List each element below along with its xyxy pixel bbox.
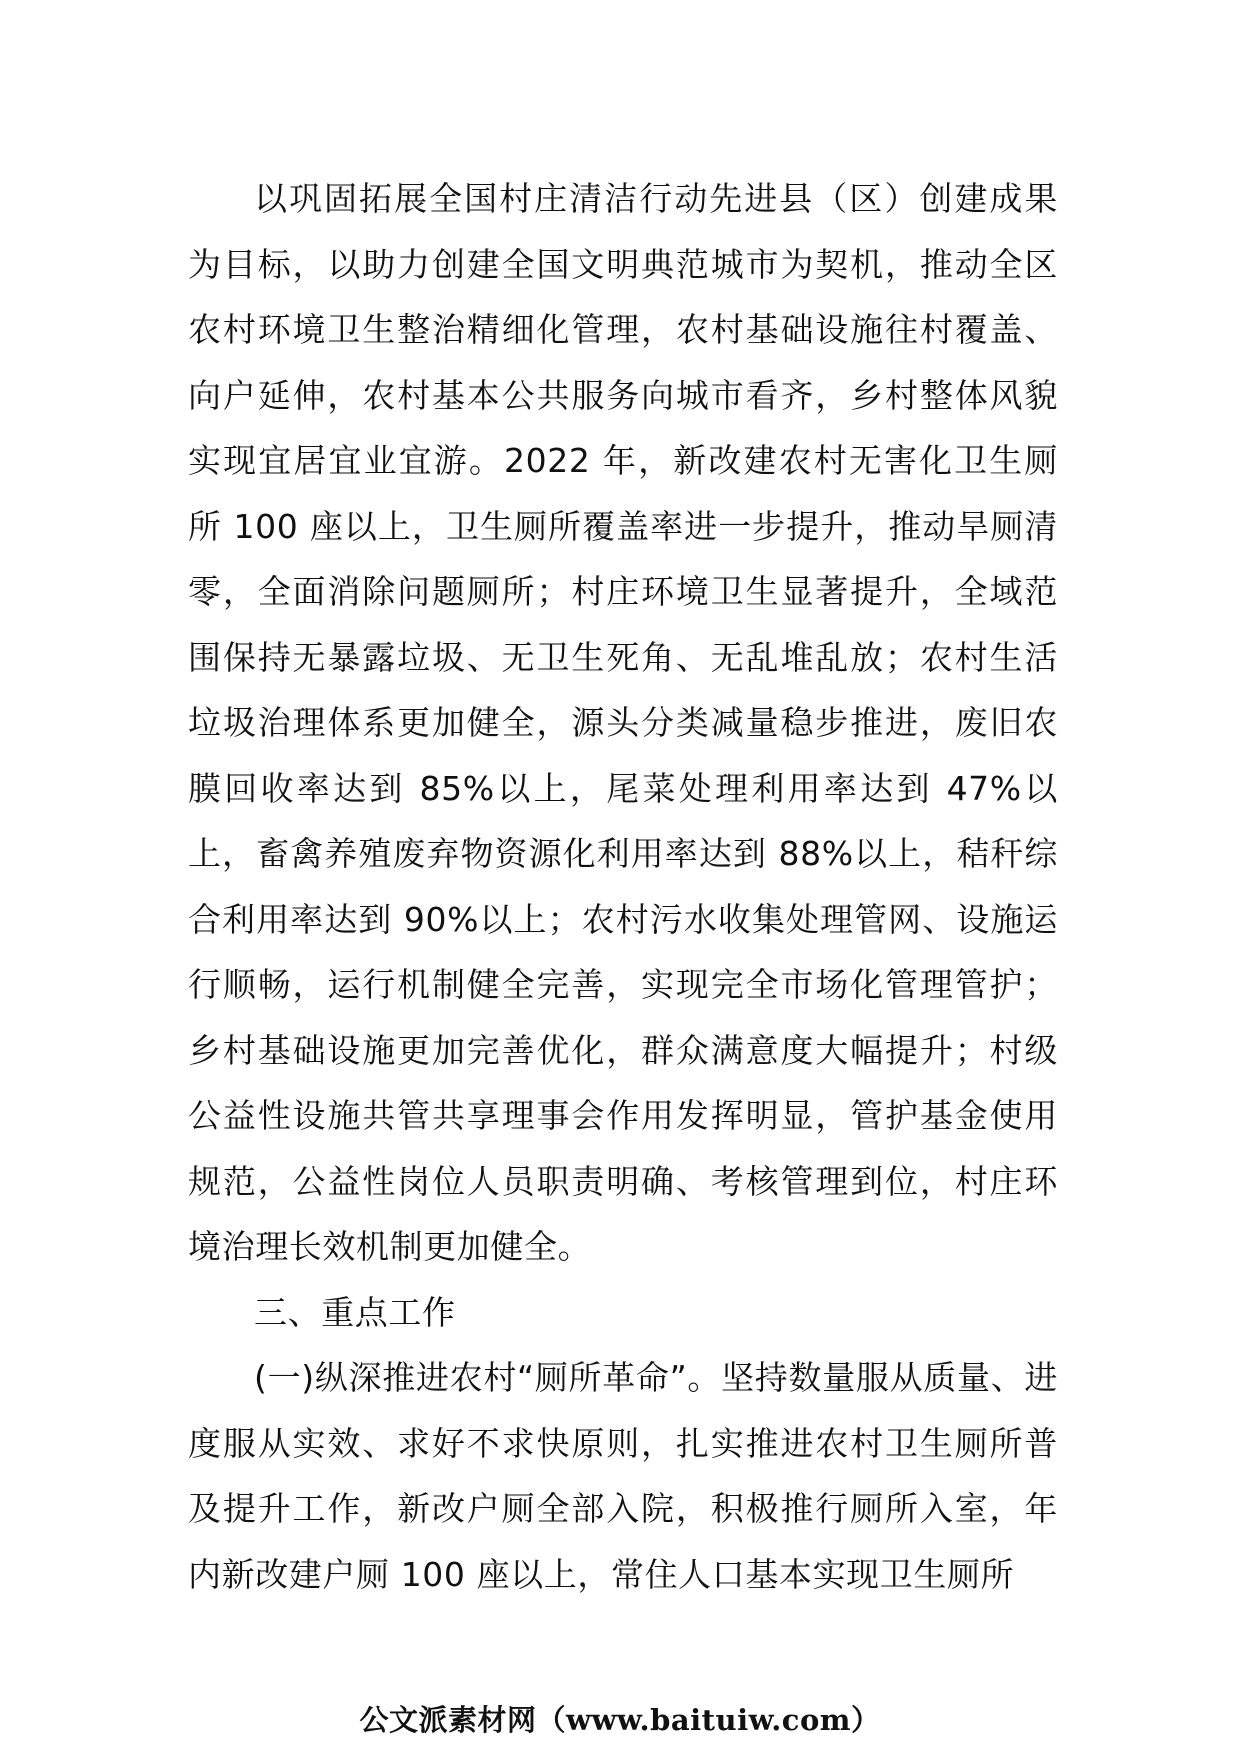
document-body: [188, 166, 1058, 1607]
footer-watermark: 公文派素材网（www.baituiw.com）: [359, 1703, 881, 1737]
subsection-paragraph: (一)纵深推进农村“厕所革命”。坚持数量服从质量、进度服从实效、求好不求快原则，扎实推进农村卫生厕所普及提升工作，新改户厕全部入院，积极推行厕所入室，年内新改建户厕 100 座以上，常住人口基本实现卫生厕所: [188, 1358, 1058, 1594]
body-paragraph: 以巩固拓展全国村庄清洁行动先进县（区）创建成果为目标，以助力创建全国文明典范城市为契机，推动全区农村环境卫生整治精细化管理，农村基础设施往村覆盖、向户延伸，农村基本公共服务向城市看齐，乡村整体风貌实现宜居宜业宜游。2022 年，新改建农村无害化卫生厕所 100 座以上，卫生厕所覆盖率进一步提升，推动旱厕清零，全面消除问题厕所；村庄环境卫生显著提升，全域范围保持无暴露垃圾、无卫生死角、无乱堆乱放；农村生活垃圾治理体系更加健全，源头分类减量稳步推进，废旧农膜回收率达到 85%以上，尾菜处理利用率达到 47%以上，畜禽养殖废弃物资源化利用率达到 88%以上，秸秆综合利用率达到 90%以上；农村污水收集处理管网、设施运行顺畅，运行机制健全完善，实现完全市场化管理管护；乡村基础设施更加完善优化，群众满意度大幅提升；村级公益性设施共管共享理事会作用发挥明显，管护基金使用规范，公益性岗位人员职责明确、考核管理到位，村庄环境治理长效机制更加健全。: [188, 179, 1059, 1266]
section-heading: 三、重点工作: [254, 1292, 456, 1332]
